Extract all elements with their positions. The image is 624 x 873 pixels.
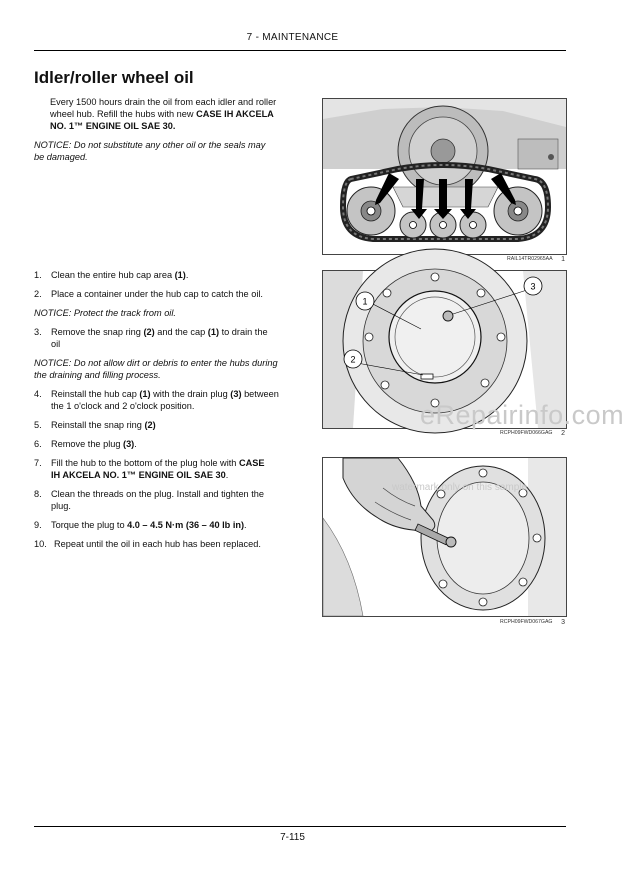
figure-track-undercarriage (322, 98, 567, 255)
step-5: 5. Reinstall the snap ring (2) (34, 420, 156, 430)
intro-line-3 (50, 120, 302, 132)
figure-3-number: 3 (561, 619, 565, 626)
page-header: 7 - MAINTENANCE (246, 32, 339, 43)
oil-name-bold-2: NO. 1™ ENGINE OIL SAE 30. (50, 121, 176, 131)
intro-line-1: Every 1500 hours drain the oil from each idler and roller (50, 97, 277, 107)
track-illustration (323, 99, 566, 254)
figure-1-number: 1 (561, 256, 565, 263)
step-8: 8. Clean the threads on the plug. Install and tighten the plug. (34, 489, 264, 511)
figure-remove-plug (322, 457, 567, 617)
step-7: 7. Fill the hub to the bottom of the plug hole with CASE IH AKCELA NO. 1™ ENGINE OIL SAE 30. (34, 458, 265, 480)
intro-line-2: wheel hub. Refill the hubs with new CASE IH AKCELA (50, 109, 274, 119)
figure-2-caption (322, 430, 565, 437)
notice-label: NOTICE: (34, 140, 72, 150)
callout-2-label: 2 (350, 354, 356, 365)
intro-paragraph (50, 96, 302, 132)
page-title: Idler/roller wheel oil (34, 68, 194, 87)
figure-3-code: RCPH09FWD067GAG (500, 619, 553, 625)
figure-2-code: RCPH09FWD066GAG (500, 430, 553, 436)
step-1: 1. Clean the entire hub cap area (1). (34, 270, 189, 280)
page-number: 7-115 (280, 832, 305, 843)
figure-3-caption (322, 619, 565, 626)
step-10: 10. Repeat until the oil in each hub has been replaced. (34, 539, 261, 549)
figure-1-code: RAIL14TR02965AA (507, 256, 553, 262)
step-9: 9. Torque the plug to 4.0 – 4.5 N·m (36 – 40 lb in). (34, 520, 247, 530)
step-6: 6. Remove the plug (3). (34, 439, 137, 449)
notice-dirt-debris: NOTICE: Do not allow dirt or debris to enter the hubs during the draining and filling process. (34, 358, 278, 380)
header-rule (34, 50, 566, 51)
oil-name-bold: CASE IH AKCELA (196, 109, 274, 119)
footer-rule (34, 826, 566, 827)
step-2: 2. Place a container under the hub cap to catch the oil. (34, 289, 263, 299)
figure-2-number: 2 (561, 430, 565, 437)
notice-protect-track: NOTICE: Protect the track from oil. (34, 308, 176, 318)
step-3: 3. Remove the snap ring (2) and the cap (1) to drain the oil (34, 327, 268, 349)
step-4: 4. Reinstall the hub cap (1) with the drain plug (3) between the 1 o'clock and 2 o'clock position. (34, 389, 279, 411)
watermark-main: eRepairinfo.com (420, 400, 624, 430)
callout-1-label: 1 (362, 296, 368, 307)
watermark-sub: watermark only on this sample (392, 482, 528, 493)
notice-substitute: NOTICE: Do not substitute any other oil or the seals may be damaged. (34, 140, 266, 162)
callout-3-label: 3 (530, 281, 536, 292)
